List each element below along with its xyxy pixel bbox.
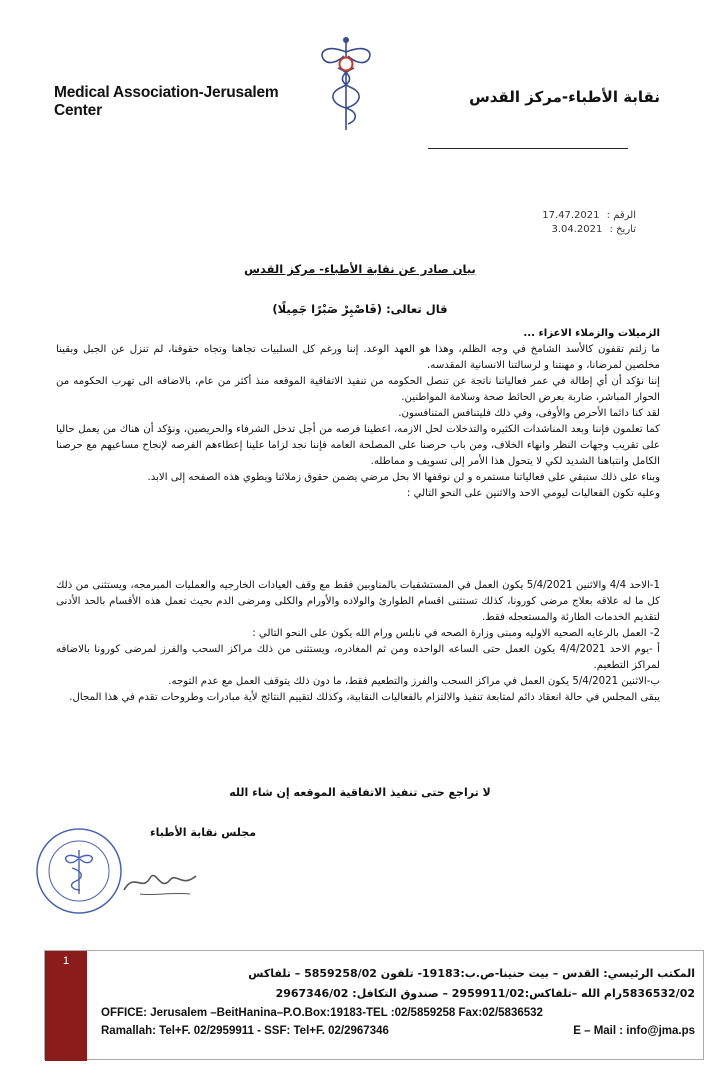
action-items [56, 578, 660, 706]
letterhead-footer [44, 950, 704, 1060]
org-name-arabic: نقابة الأطباء-مركز القدس [469, 88, 660, 106]
footer-address-english: OFFICE: Jerusalem –BeitHanina–P.O.Box:19183-TEL :02/5859258 Fax:02/5836532 [101, 1007, 543, 1019]
reference-number-label: الرقم : [606, 210, 636, 221]
org-name-english [54, 84, 314, 120]
footer-contact-line [101, 1025, 695, 1037]
org-name-english-line2: Center [54, 102, 102, 119]
footer-accent-bar [45, 951, 87, 1061]
statement-body [56, 326, 660, 502]
body-paragraph-6: وعليه تكون الفعاليات ليومي الاحد والاثنين على النحو التالي : [406, 488, 660, 499]
signature-icon [120, 862, 200, 902]
action-item-2: 2- العمل بالرعايه الصحيه الاوليه ومبنى وزارة الصحه في نابلس ورام الله يكون على النحو التالي : [252, 628, 660, 639]
statement-title: بيان صادر عن نقابة الأطباء- مركز القدس [244, 262, 476, 276]
official-stamp-icon [34, 826, 124, 916]
action-item-2b: ب-الاثنين 5/4/2021 يكون العمل في مراكز السحب والفرز والتطعيم فقط، ما دون ذلك يتوقف العمل مع عدم التوجه. [168, 676, 660, 687]
header-divider [428, 148, 628, 149]
action-item-1: 1-الاحد 4/4 والاثنين 5/4/2021 يكون العمل في المستشفيات بالمناوبين فقط مع وقف العيادات الخارجيه والعمليات المبرمجه، ويستثنى من ذلك كل ما له علاقه بعلاج مرضى كورونا، كذلك تستثنى اقسام الطوارئ والولاده والأورام والكلى ومرضى الدم بحيث تعمل هذه الأقسام بالحد الأدنى لتقديم الخدمات الطارئة والمستعجله فقط. [56, 580, 660, 623]
reference-date-value: 3.04.2021 [551, 224, 603, 235]
body-paragraph-3: لقد كنا دائما الأحرص والأوفى، وفي ذلك فليتنافس المتنافسون. [398, 408, 660, 419]
greeting: الزميلات والزملاء الاعزاء ... [523, 328, 660, 339]
signatory: مجلس نقابة الأطباء [150, 826, 256, 839]
reference-number-value: 17.47.2021 [542, 210, 600, 221]
reference-date [551, 224, 636, 235]
page-number: 1 [62, 955, 70, 967]
footer-ramallah-contact: Ramallah: Tel+F. 02/2959911 - SSF: Tel+F. 02/2967346 [101, 1025, 389, 1037]
reference-number [542, 210, 636, 221]
reference-date-label: تاريخ : [609, 224, 636, 235]
footer-address-arabic-2: 5836532/02رام الله –تلفاكس:2959911/02 – صندوق التكافل: 2967346/02 [275, 987, 695, 1000]
body-paragraph-4: كما تعلمون فإننا وبعد المناشدات الكثيره والتدخلات لحل الازمه، اعطينا فرصه من أجل تدخل الشرفاء والحريصين، ونؤكد أن هناك من يعمل حاليا على تقريب وجهات النظر وانهاء الخلاف، ومن باب حرصنا على المصلحة العامه فإننا نجد لزاما علينا إعطاءهم الفرصه لإنجاح مساعيهم مع حرصنا الكامل وانتباهنا الشديد لكي لا يتحول هذا الأمر إلى تسويف و مماطله. [56, 424, 660, 467]
body-paragraph-5: وبناء على ذلك سنبقي على فعالياتنا مستمره و لن نوقفها الا بحل مرضي يضمن حقوق زملائنا ويطوي هذه الصفحه إلى الابد. [147, 472, 660, 483]
footer-email[interactable]: E – Mail : info@jma.ps [573, 1025, 695, 1037]
council-note: يبقى المجلس في حالة انعقاد دائم لمتابعة تنفيذ والالتزام بالفعاليات النقابية، وكذلك لتقييم النتائج لأية مبادرات وطروحات تقدم في هذا المجال. [69, 692, 660, 703]
closing-statement: لا تراجع حتى تنفيذ الاتفاقية الموقعه إن شاء الله [229, 786, 491, 799]
caduceus-logo-icon [314, 34, 378, 132]
body-paragraph-2: إننا نؤكد أن أي إطالة في عمر فعالياتنا ناتجة عن تنصل الحكومه من تنفيذ الاتفاقية الموقعه منذ أكثر من عام، بالاضافه الى تهرب الحكومه من الحوار المباشر، ضاربة بعرض الحائط صحة وسلامة المواطنين. [56, 376, 660, 403]
action-item-2a: أ -يوم الاحد 4/4/2021 يكون العمل حتى الساعه الواحده ومن ثم المغادره، ويستثنى من ذلك مراكز السحب والفرز لمرضى كورونا بالاضافه لمراكز التطعيم. [56, 644, 660, 671]
org-name-english-line1: Medical Association-Jerusalem [54, 84, 279, 101]
body-paragraph-1: ما زلتم تقفون كالأسد الشامخ في وجه الظلم، وهذا هو العهد الوعد. إننا ورغم كل السلبيات تجاهنا وتجاه حقوقنا، لم تنزل عن الجبل وبقينا مخلصين لمرضانا، و مهنتنا و لرسالتنا الانسانية المقدسه. [56, 344, 660, 371]
quran-verse: قال تعالى: (فَاصْبِرْ صَبْرًا جَمِيلًا) [272, 302, 448, 316]
footer-address-arabic-1: المكتب الرئيسي: القدس – بيت حنينا-ص.ب:19183- تلفون 5859258/02 – تلفاكس [248, 967, 695, 980]
